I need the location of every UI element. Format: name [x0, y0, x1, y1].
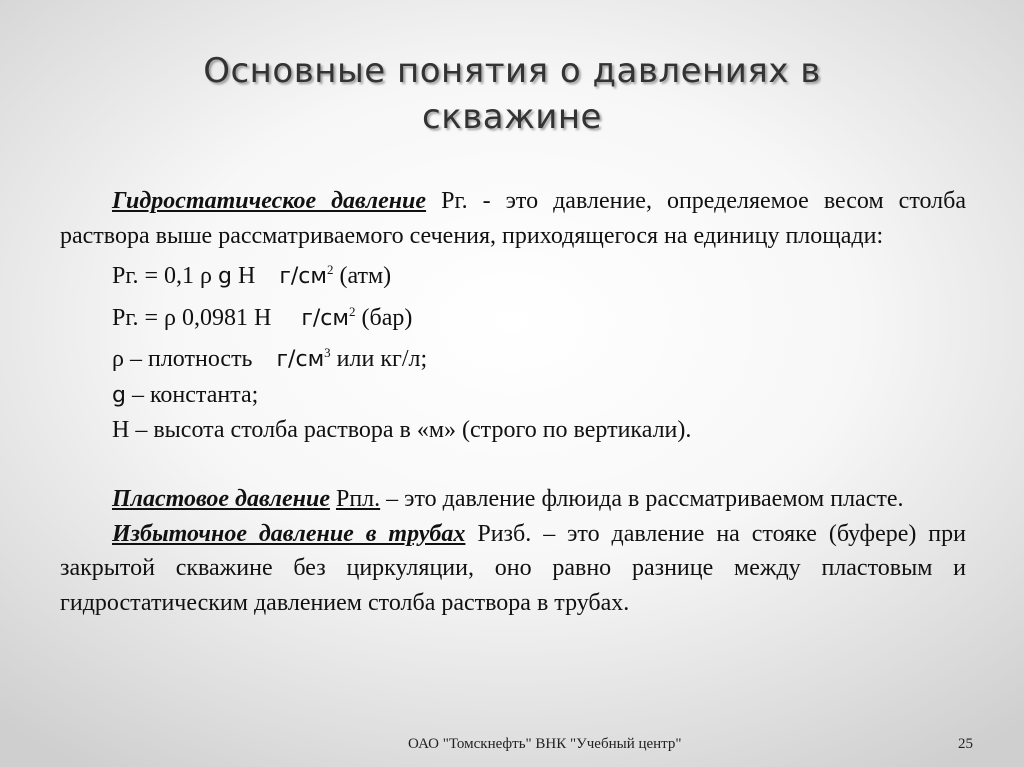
density-sup: 3 — [324, 345, 331, 360]
height-line: Н – высота столба раствора в «м» (строго по вертикали). — [112, 417, 692, 443]
formula-bar-lhs: Рг. = ρ 0,0981 Н — [112, 304, 272, 331]
formula-atm-g: g — [218, 264, 232, 289]
formula-bar-tail: (бар) — [355, 304, 413, 331]
formation-term: Пластовое давление — [112, 486, 330, 512]
slide-title-line2: скважине — [422, 97, 602, 137]
excess-term: Избыточное давление в трубах — [112, 520, 466, 547]
slide-body — [60, 184, 966, 620]
constant-text: – константа; — [125, 381, 259, 408]
hydrostatic-definition: - это давление, определяемое весом столба раствора выше рассматриваемого сечения, приходящегося на единицу площади: — [60, 188, 967, 249]
formula-atm-tail: (атм) — [333, 263, 392, 289]
formation-symbol: Рпл. — [335, 486, 381, 512]
formation-definition: – это давление флюида в рассматриваемом пласте. — [380, 486, 904, 512]
constant-g: g — [112, 382, 126, 408]
formula-bar-sup: 2 — [349, 303, 356, 319]
excess-paragraph — [60, 517, 966, 621]
slide-title — [0, 48, 1024, 140]
spacer — [60, 448, 966, 483]
density-unit: г/см — [276, 347, 325, 372]
hydrostatic-paragraph — [60, 184, 966, 253]
formula-atm-unit: г/см — [279, 264, 327, 289]
formula-atm-h: Н — [231, 263, 256, 289]
formula-atm — [60, 253, 966, 295]
formula-atm-lhs: Рг. = 0,1 ρ — [112, 263, 218, 289]
constant-line — [60, 378, 966, 414]
formation-paragraph — [60, 482, 966, 517]
excess-definition: – это давление на стояке (буфере) при закрытой скважине без циркуляции, оно равно разнице между пластовым и гидростатическим давлением столба раствора в трубах. — [60, 520, 966, 616]
hydrostatic-term: Гидростатическое давление — [112, 188, 427, 214]
formula-atm-sup: 2 — [326, 262, 334, 277]
hydrostatic-symbol: Рг. — [441, 188, 468, 214]
density-text: ρ – плотность — [112, 346, 253, 372]
formula-bar — [60, 295, 966, 337]
density-line — [60, 336, 966, 378]
density-tail: или кг/л; — [330, 346, 428, 372]
excess-symbol: Ризб. — [465, 520, 532, 547]
page-number: 25 — [958, 736, 973, 752]
slide-title-line1: Основные понятия о давлениях в — [203, 51, 821, 91]
footer-org: ОАО "Томскнефть" ВНК "Учебный центр" — [408, 736, 682, 752]
formula-bar-unit: г/см — [301, 305, 349, 331]
